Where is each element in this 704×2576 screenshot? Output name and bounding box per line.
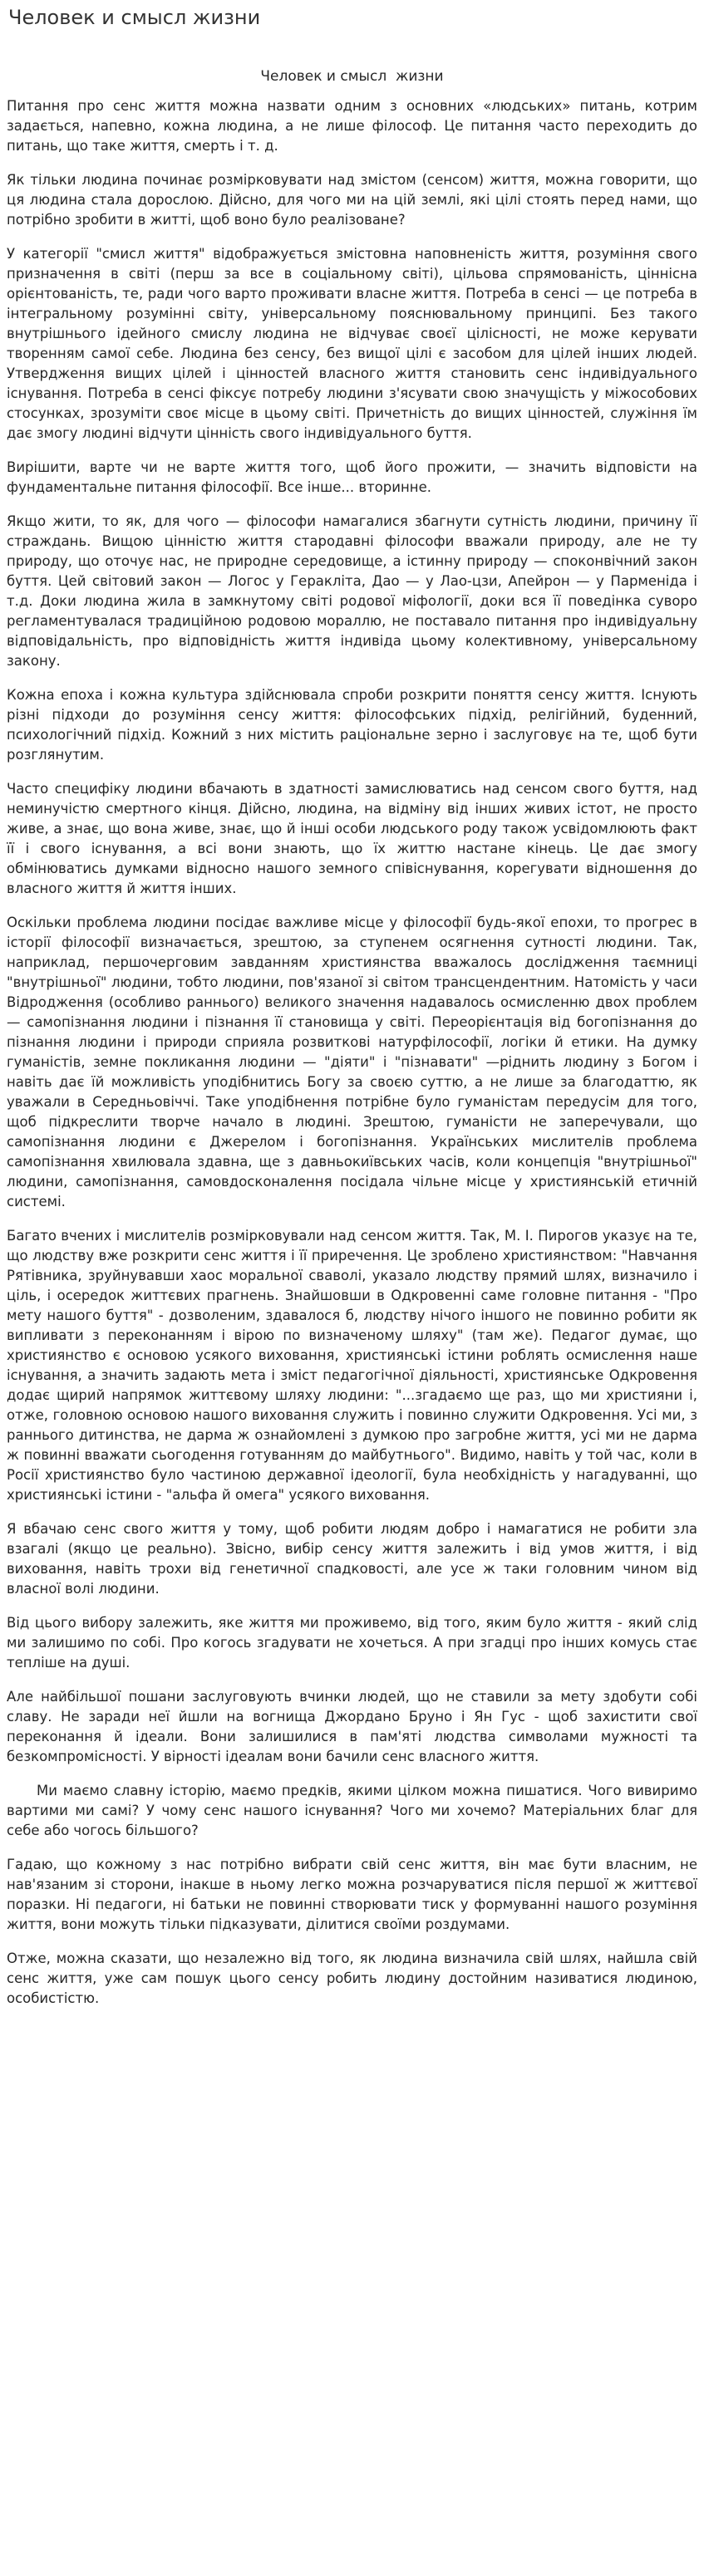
paragraph-14: Гадаю, що кожному з нас потрібно вибрати свій сенс життя, він має бути власним, не нав'язаним зі сторони, інакше в ньому легко можна розчаруватися після першої ж життєвої поразки. Ні педагоги, ні батьки не повинні створювати тиск у формуванні нашого розуміння життя, вони можуть тільки підказувати, ділитися своїми роздумами. xyxy=(7,1857,697,1932)
page-title: Человек и смысл жизни xyxy=(8,6,261,29)
paragraph-7: Часто специфіку людини вбачають в здатності замислюватись над сенсом свого буття, над неминучістю смертного кінця. Дійсно, людина, на відміну від інших живих істот, не просто живе, а знає, що вона живе, знає, що й інші особи людського роду також усвідомлюють факт її і свого існування, а всі вони знають, що їх життю настане кінець. Це дає змогу обмінюватись думками відносно нашого земного співіснування, корегувати відношення до власного життя й життя інших. xyxy=(7,781,697,896)
paragraph-6: Кожна епоха і кожна культура здійснювала спроби розкрити поняття сенсу життя. Існують різні підходи до розуміння сенсу життя: філософських підхід, релігійний, буденний, психологічний підхід. Кожний з них містить раціональне зерно і заслуговує на те, щоб бути розглянутим. xyxy=(7,687,697,763)
paragraph-11: Від цього вибору залежить, яке життя ми проживемо, від того, яким було життя - який слід ми залишимо по собі. Про когось згадувати не хочеться. А при згадці про інших комусь стає тепліше на душі. xyxy=(7,1615,697,1671)
paragraph-3: У категорії "смисл життя" відображується змістовна наповненість життя, розуміння свого призначення в світі (перш за все в соціальному світі), цільова спрямованість, ціннісна орієнтованість, те, ради чого варто проживати власне життя. Потреба в сенсі — це потреба в інтегральному розумінні світу, універсальному пояснювальному принципі. Без такого внутрішнього ідейного смислу людина не відчуває своєї цілісності, не може керувати творенням самої себе. Людина без сенсу, без вищої цілі є засобом для цілей інших людей. Утвердження вищих цілей і цінностей власного життя становить сенс індивідуального існування. Потреба в сенсі фіксує потребу людини з'ясувати свою значущість у міжособових стосунках, зрозуміти своє місце в цьому світі. Причетність до вищих цінностей, служіння їм дає змогу людині відчути цінність свого індивідуального буття. xyxy=(7,246,697,441)
paragraph-4: Вирішити, варте чи не варте життя того, щоб його прожити, — значить відповісти на фундаментальне питання філософії. Все інше... вторинне. xyxy=(7,459,697,495)
paragraph-13: Ми маємо славну історію, маємо предків, якими цілком можна пишатися. Чого вивиримо вартими ми самі? У чому сенс нашого існування? Чого ми хочемо? Матеріальних благ для себе або чогось більшого? xyxy=(7,1783,697,1838)
paragraph-15: Отже, можна сказати, що незалежно від того, як людина визначила свій шлях, найшла свій сенс життя, уже сам пошук цього сенсу робить людину достойним називатися людиною, особистістю. xyxy=(7,1950,697,2006)
article-heading: Человек и смысл жизни xyxy=(260,68,444,85)
paragraph-1: Питання про сенс життя можна назвати одним з основних «людських» питань, котрим задається, напевно, кожна людина, а не лише філософ. Це питання часто переходить до питань, що таке життя, смерть і т. д. xyxy=(7,98,697,154)
paragraph-8: Оскільки проблема людини посідає важливе місце у філософії будь-якої епохи, то прогрес в історії філософії визначається, зрештою, за ступенем осягнення сутності людини. Так, наприклад, першочерговим завданням християнства вважалось дослідження таємниці "внутрішньої" людини, тобто людини, пов'язаної зі світом трансцендентним. Натомість у часи Відродження (особливо раннього) великого значення надавалось осмисленню двох проблем — самопізнання людини і пізнання її становища у світі. Переорієнтація від богопізнання до пізнання людини і природи сприяла розвиткові натурфілософії, логіки й етики. На думку гуманістів, земне покликання людини — "діяти" і "пізнавати" —ріднить людину з Богом і навіть дає їй можливість уподібнитись Богу за своєю суттю, а не лише за благодаттю, як уважали в Середньовіччі. Таке уподібнення потрібне було гуманістам передусім для того, щоб підкреслити творче начало в людині. Зрештою, гуманісти не заперечували, що самопізнання людини є Джерелом і богопізнання. Українських мислителів проблема самопізнання хвилювала здавна, ще з давньокиївських часів, коли концепція "внутрішньої" людини, самопізнання, самовдосконалення посідала чільне місце у християнській етичній системі. xyxy=(7,915,697,1209)
paragraph-2: Як тільки людина починає розмірковувати над змістом (сенсом) життя, можна говорити, що ця людина стала дорослою. Дійсно, для чого ми на цій землі, які цілі стоять перед нами, що потрібно зробити в житті, щоб воно було реалізоване? xyxy=(7,172,697,228)
paragraph-5: Якщо жити, то як, для чого — філософи намагалися збагнути сутність людини, причину її страждань. Вищою цінністю життя стародавні філософи вважали природу, але не ту природу, що оточує нас, не природне середовище, а істинну природу — споконвічний закон буття. Цей світовий закон — Логос у Геракліта, Дао — у Лао-цзи, Апейрон — у Парменіда і т.д. Доки людина жила в замкнутому світі родової міфології, доки вся її поведінка суворо регламентувалася традиційною родовою мораллю, не поставало питання про індивідуальну відповідальність, про відповідність життя індивіда цьому колективному, універсальному закону. xyxy=(7,513,697,669)
paragraph-10: Я вбачаю сенс свого життя у тому, щоб робити людям добро і намагатися не робити зла взагалі (якщо це реально). Звісно, вибір сенсу життя залежить і від умов життя, і від виховання, навіть трохи від генетичної спадковості, але усе ж таки головним чином від власної волі людини. xyxy=(7,1521,697,1597)
paragraph-12: Але найбільшої пошани заслуговують вчинки людей, що не ставили за мету здобути собі славу. Не заради неї йшли на вогнища Джордано Бруно і Ян Гус - щоб захистити свої переконання й ідеали. Вони залишилися в пам'яті людства символами мужності та безкомпромісності. У вірності ідеалам вони бачили сенс власного життя. xyxy=(7,1689,697,1764)
article-body xyxy=(7,66,697,2567)
paragraph-9: Багато вчених і мислителів розмірковували над сенсом життя. Так, М. І. Пирогов указує на те, що людству вже розкрити сенс життя і її приречення. Це зроблено християнством: "Навчання Рятівника, зруйнувавши хаос моральної сваволі, указало людству прямий шлях, визначило і ціль, і осередок життєвих прагнень. Знайшовши в Одкровенні саме головне питання - "Про мету нашого буття" - дозволеним, здавалося б, людству нічого іншого не повинно робити як випливати з переконанням і вірою по визначеному шляху" (там же). Педагог думає, що християнство є основою усякого виховання, християнські істини роблять осмислення наше існування, а значить задають мета і зміст педагогічної діяльності, християнське Одкровення додає щирий напрямок життєвому шляху людини: "...згадаємо ще раз, що ми християни і, отже, головною основою нашого виховання служить і повинно служити Одкровення. Усі ми, з раннього дитинства, не дарма ж ознайомлені з думкою про загробне життя, усі ми не дарма ж повинні вважати сьогодення готуванням до майбутнього". Видимо, навіть у той час, коли в Росії християнство було частиною державної ідеології, була необхідність у нагадуванні, що християнські істини - "альфа й омега" усякого виховання. xyxy=(7,1228,697,1503)
